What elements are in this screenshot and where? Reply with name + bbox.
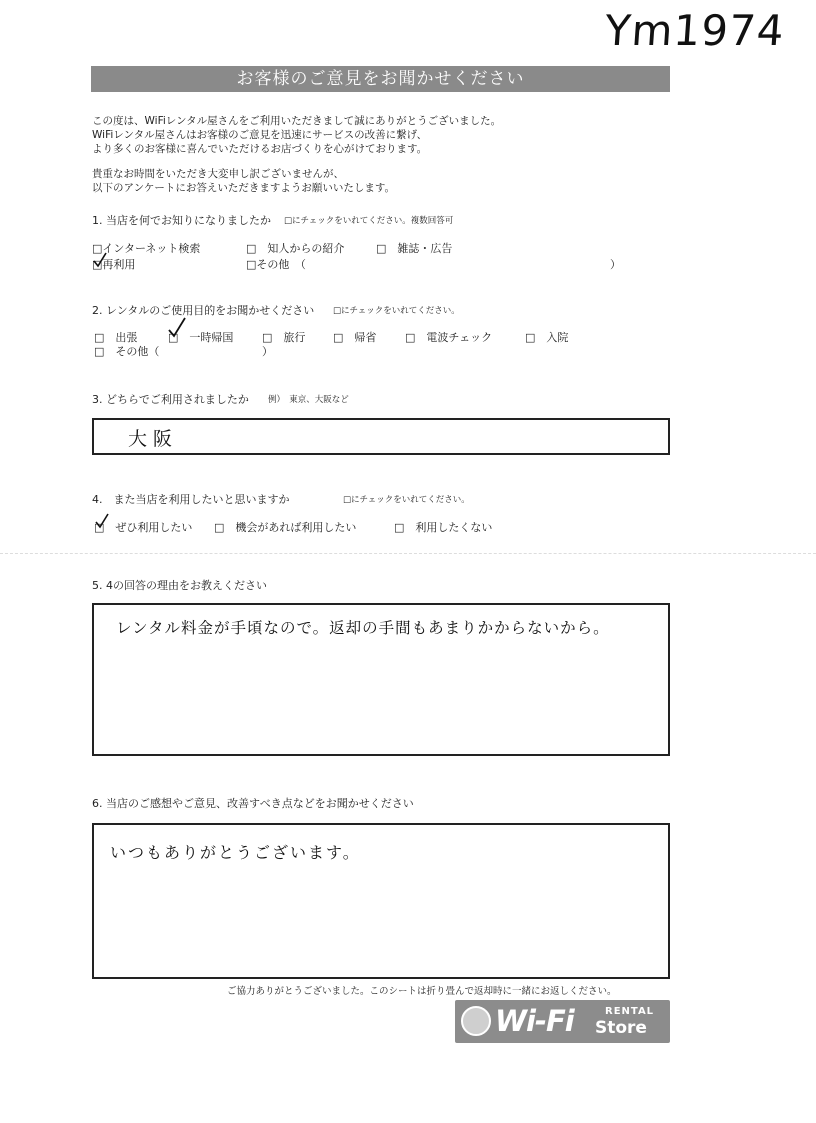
logo-store-text: Store — [595, 1018, 647, 1038]
q1-note: □にチェックをいれてください。複数回答可 — [284, 216, 454, 226]
logo-rental-text: RENTAL — [605, 1006, 655, 1017]
q1-question: 1. 当店を何でお知りになりましたか — [92, 214, 271, 227]
q2-option-travel[interactable]: □ 旅行 — [262, 331, 306, 344]
q6-question: 6. 当店のご感想やご意見、改善すべき点などをお聞かせください — [92, 797, 414, 810]
q5-answer: レンタル料金が手頃なので。返却の手間もあまりかからないから。 — [116, 619, 610, 637]
page-title: お客様のご意見をお聞かせください — [91, 66, 670, 92]
q2-note: □にチェックをいれてください。 — [333, 306, 460, 316]
q2-option-hospital[interactable]: □ 入院 — [525, 331, 569, 344]
q2-question: 2. レンタルのご使用目的をお聞かせください — [92, 304, 315, 317]
q4-question: 4. また当店を利用したいと思いますか — [92, 493, 290, 506]
q4-option-no[interactable]: □ 利用したくない — [394, 521, 493, 534]
q6-answer: いつもありがとうございます。 — [110, 843, 361, 862]
q4-option-definitely[interactable]: □ ぜひ利用したい — [94, 521, 193, 534]
q2-other-close: ） — [262, 345, 273, 358]
brand-logo — [455, 1000, 670, 1043]
mascot-icon — [461, 1006, 491, 1036]
q1-option-reuse[interactable]: □再利用 — [92, 258, 136, 271]
q1-option-magazine[interactable]: □ 雑誌・広告 — [376, 242, 453, 255]
q1-option-friend[interactable]: □ 知人からの紹介 — [246, 242, 345, 255]
q3-question: 3. どちらでご利用されましたか — [92, 393, 249, 406]
q3-example: 例） 東京、大阪など — [268, 395, 349, 405]
q2-option-business[interactable]: □ 出張 — [94, 331, 138, 344]
q1-option-other[interactable]: □その他 （ — [246, 258, 306, 271]
q4-option-maybe[interactable]: □ 機会があれば利用したい — [214, 521, 357, 534]
checkmark-icon — [95, 513, 109, 529]
q2-option-other[interactable]: □ その他（ — [94, 345, 160, 358]
q3-answer: 大 阪 — [128, 428, 173, 450]
q5-question: 5. 4の回答の理由をお教えください — [92, 579, 267, 592]
q2-option-temp-return[interactable]: □ 一時帰国 — [168, 331, 234, 344]
q4-note: □にチェックをいれてください。 — [343, 495, 470, 505]
q2-option-homecoming[interactable]: □ 帰省 — [333, 331, 377, 344]
fold-line — [0, 553, 816, 554]
q1-option-internet[interactable]: □インターネット検索 — [92, 242, 201, 255]
intro-line-2: WiFiレンタル屋さんはお客様のご意見を迅速にサービスの改善に繋げ、 — [92, 129, 428, 141]
intro-line-5: 以下のアンケートにお答えいただきますようお願いいたします。 — [92, 182, 396, 194]
logo-wifi-text: Wi-Fi — [495, 1004, 574, 1038]
footer-thanks: ご協力ありがとうございました。このシートは折り畳んで返却時に一緒にお返しください。 — [227, 986, 617, 997]
intro-line-3: より多くのお客様に喜んでいただけるお店づくりを心がけております。 — [92, 143, 428, 155]
intro-line-4: 貴重なお時間をいただき大変申し訳ございませんが、 — [92, 168, 344, 180]
handwritten-id: Ym1974 — [603, 6, 787, 55]
checkmark-icon — [167, 316, 187, 338]
intro-line-1: この度は、WiFiレンタル屋さんをご利用いただきまして誠にありがとうございました。 — [92, 115, 502, 127]
q3-answer-box[interactable] — [92, 418, 670, 455]
checkmark-icon — [93, 252, 107, 268]
q2-option-signal[interactable]: □ 電波チェック — [405, 331, 493, 344]
q1-other-close: ） — [610, 258, 621, 271]
